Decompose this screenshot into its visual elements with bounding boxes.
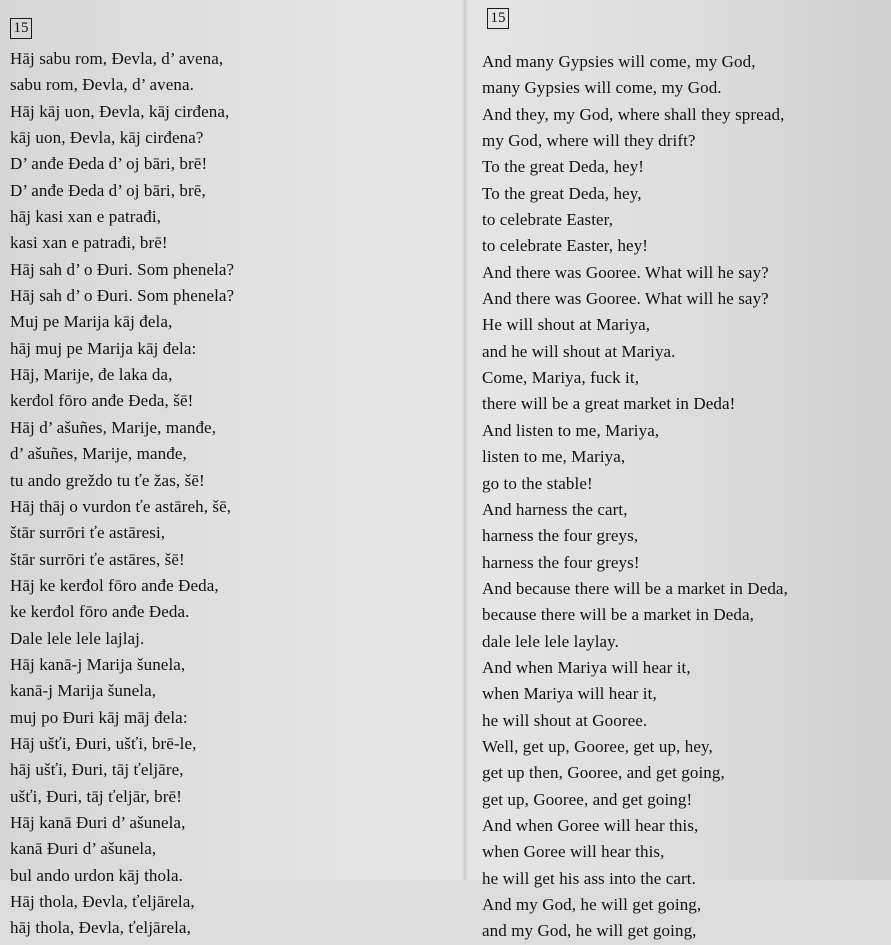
verse-line: many Gypsies will come, my God. <box>482 78 722 98</box>
verse-line: ušťi, Đuri, tāj ťeljār, brē! <box>10 786 182 806</box>
verse-line: And harness the cart, <box>482 499 628 519</box>
verse-line: tu ando greždo tu ťe žas, šē! <box>10 470 205 490</box>
verse-line: And when Goree will hear this, <box>482 815 699 835</box>
verse-line: Hāj kāj uon, Đevla, kāj cirđena, <box>10 101 230 121</box>
verse-line: kasi xan e patrađi, brē! <box>10 233 168 253</box>
verse-line: štār surrōri ťe astāres, šē! <box>10 549 185 569</box>
verse-line: go to the stable! <box>482 473 593 493</box>
verse-line: because there will be a market in Deda, <box>482 605 754 625</box>
verse-line: bul ando urdon kāj thola. <box>10 865 183 885</box>
verse-line: Well, get up, Gooree, get up, hey, <box>482 736 713 756</box>
page-gutter <box>462 0 468 880</box>
verse-line: Hāj kanā Đuri d’ ašunela, <box>10 812 186 832</box>
verse-line: kerđol fōro anđe Đeda, šē! <box>10 391 194 411</box>
verse-line: d’ ašuñes, Marije, manđe, <box>10 444 187 464</box>
show-through-text-right <box>700 2 709 55</box>
verse-line: harness the four greys! <box>482 552 640 572</box>
verse-line: he will get his ass into the cart. <box>482 868 696 888</box>
verse-line: Dale lele lele lajlaj. <box>10 628 145 648</box>
verse-line: Hāj thāj o vurdon ťe astāreh, šē, <box>10 496 232 516</box>
verse-line: Hāj sabu rom, Đevla, d’ avena, <box>10 49 224 68</box>
verse-line: hāj ušťi, Đuri, tāj ťeljāre, <box>10 760 184 780</box>
verse-line: muj po Đuri kāj māj đela: <box>10 707 188 727</box>
verse-line: Hāj d’ ašuñes, Marije, manđe, <box>10 417 217 437</box>
verse-line: listen to me, Mariya, <box>482 447 626 467</box>
verse-line: Muj pe Marija kāj đela, <box>10 312 173 332</box>
verse-line: And because there will be a market in Deda, <box>482 578 788 598</box>
verse-line: And listen to me, Mariya, <box>482 420 660 440</box>
english-verse <box>482 49 788 945</box>
verse-line: Hāj ušťi, Đuri, ušťi, brē-le, <box>10 733 197 753</box>
verse-line: and he will shout at Mariya. <box>482 341 676 361</box>
verse-line: And there was Gooree. What will he say? <box>482 262 769 282</box>
verse-line: To the great Deda, hey! <box>482 157 645 177</box>
verse-line: to celebrate Easter, hey! <box>482 236 649 256</box>
show-through-text-left <box>280 2 289 55</box>
verse-line: D’ anđe Đeda d’ oj bāri, brē, <box>10 180 206 200</box>
verse-line: kanā-j Marija šunela, <box>10 681 157 701</box>
verse-line: And when Mariya will hear it, <box>482 657 691 677</box>
verse-line: hāj muj pe Marija kāj đela: <box>10 338 197 358</box>
verse-line: there will be a great market in Deda! <box>482 394 736 414</box>
verse-line: And many Gypsies will come, my God, <box>482 52 756 71</box>
verse-line: my God, where will they drift? <box>482 131 696 151</box>
verse-line: Hāj thola, Đevla, ťeljārela, <box>10 892 195 911</box>
verse-line: sabu rom, Đevla, d’ avena. <box>10 75 195 95</box>
verse-line: hāj kasi xan e patrađi, <box>10 207 161 227</box>
verse-line: dale lele lele laylay. <box>482 631 620 651</box>
verse-line: harness the four greys, <box>482 526 639 546</box>
verse-line: And they, my God, where shall they spread, <box>482 104 785 124</box>
verse-line: Hāj sah d’ o Đuri. Som phenela? <box>10 286 235 306</box>
verse-line: he will shout at Gooree. <box>482 710 648 730</box>
verse-line: ke kerđol fōro anđe Đeda. <box>10 602 190 622</box>
verse-line: He will shout at Mariya, <box>482 315 651 335</box>
romani-verse <box>10 46 234 942</box>
verse-line: get up then, Gooree, and get going, <box>482 763 725 783</box>
verse-line: and my God, he will get going, <box>482 921 697 941</box>
verse-line: kāj uon, Đevla, kāj cirđena? <box>10 128 204 148</box>
verse-line: štār surrōri ťe astāresi, <box>10 523 166 543</box>
verse-line: kanā Đuri d’ ašunela, <box>10 839 157 859</box>
verse-line: when Goree will hear this, <box>482 842 665 862</box>
page-number-box-right: 15 <box>487 8 509 29</box>
verse-line: Come, Mariya, fuck it, <box>482 368 640 388</box>
verse-line: To the great Deda, hey, <box>482 183 642 203</box>
page-number-box-left: 15 <box>10 18 32 39</box>
verse-line: when Mariya will hear it, <box>482 684 657 704</box>
verse-line: Hāj, Marije, đe laka da, <box>10 365 173 385</box>
verse-line: And there was Gooree. What will he say? <box>482 289 769 309</box>
verse-line: hāj thola, Đevla, ťeljārela, <box>10 918 191 938</box>
verse-line: D’ anđe Đeda d’ oj bāri, brē! <box>10 154 208 174</box>
verse-line: Hāj sah d’ o Đuri. Som phenela? <box>10 259 235 279</box>
verse-line: And my God, he will get going, <box>482 895 702 914</box>
verse-line: to celebrate Easter, <box>482 210 614 230</box>
verse-line: Hāj ke kerđol fōro anđe Đeda, <box>10 575 219 595</box>
verse-line: get up, Gooree, and get going! <box>482 789 693 809</box>
verse-line: Hāj kanā-j Marija šunela, <box>10 654 186 674</box>
